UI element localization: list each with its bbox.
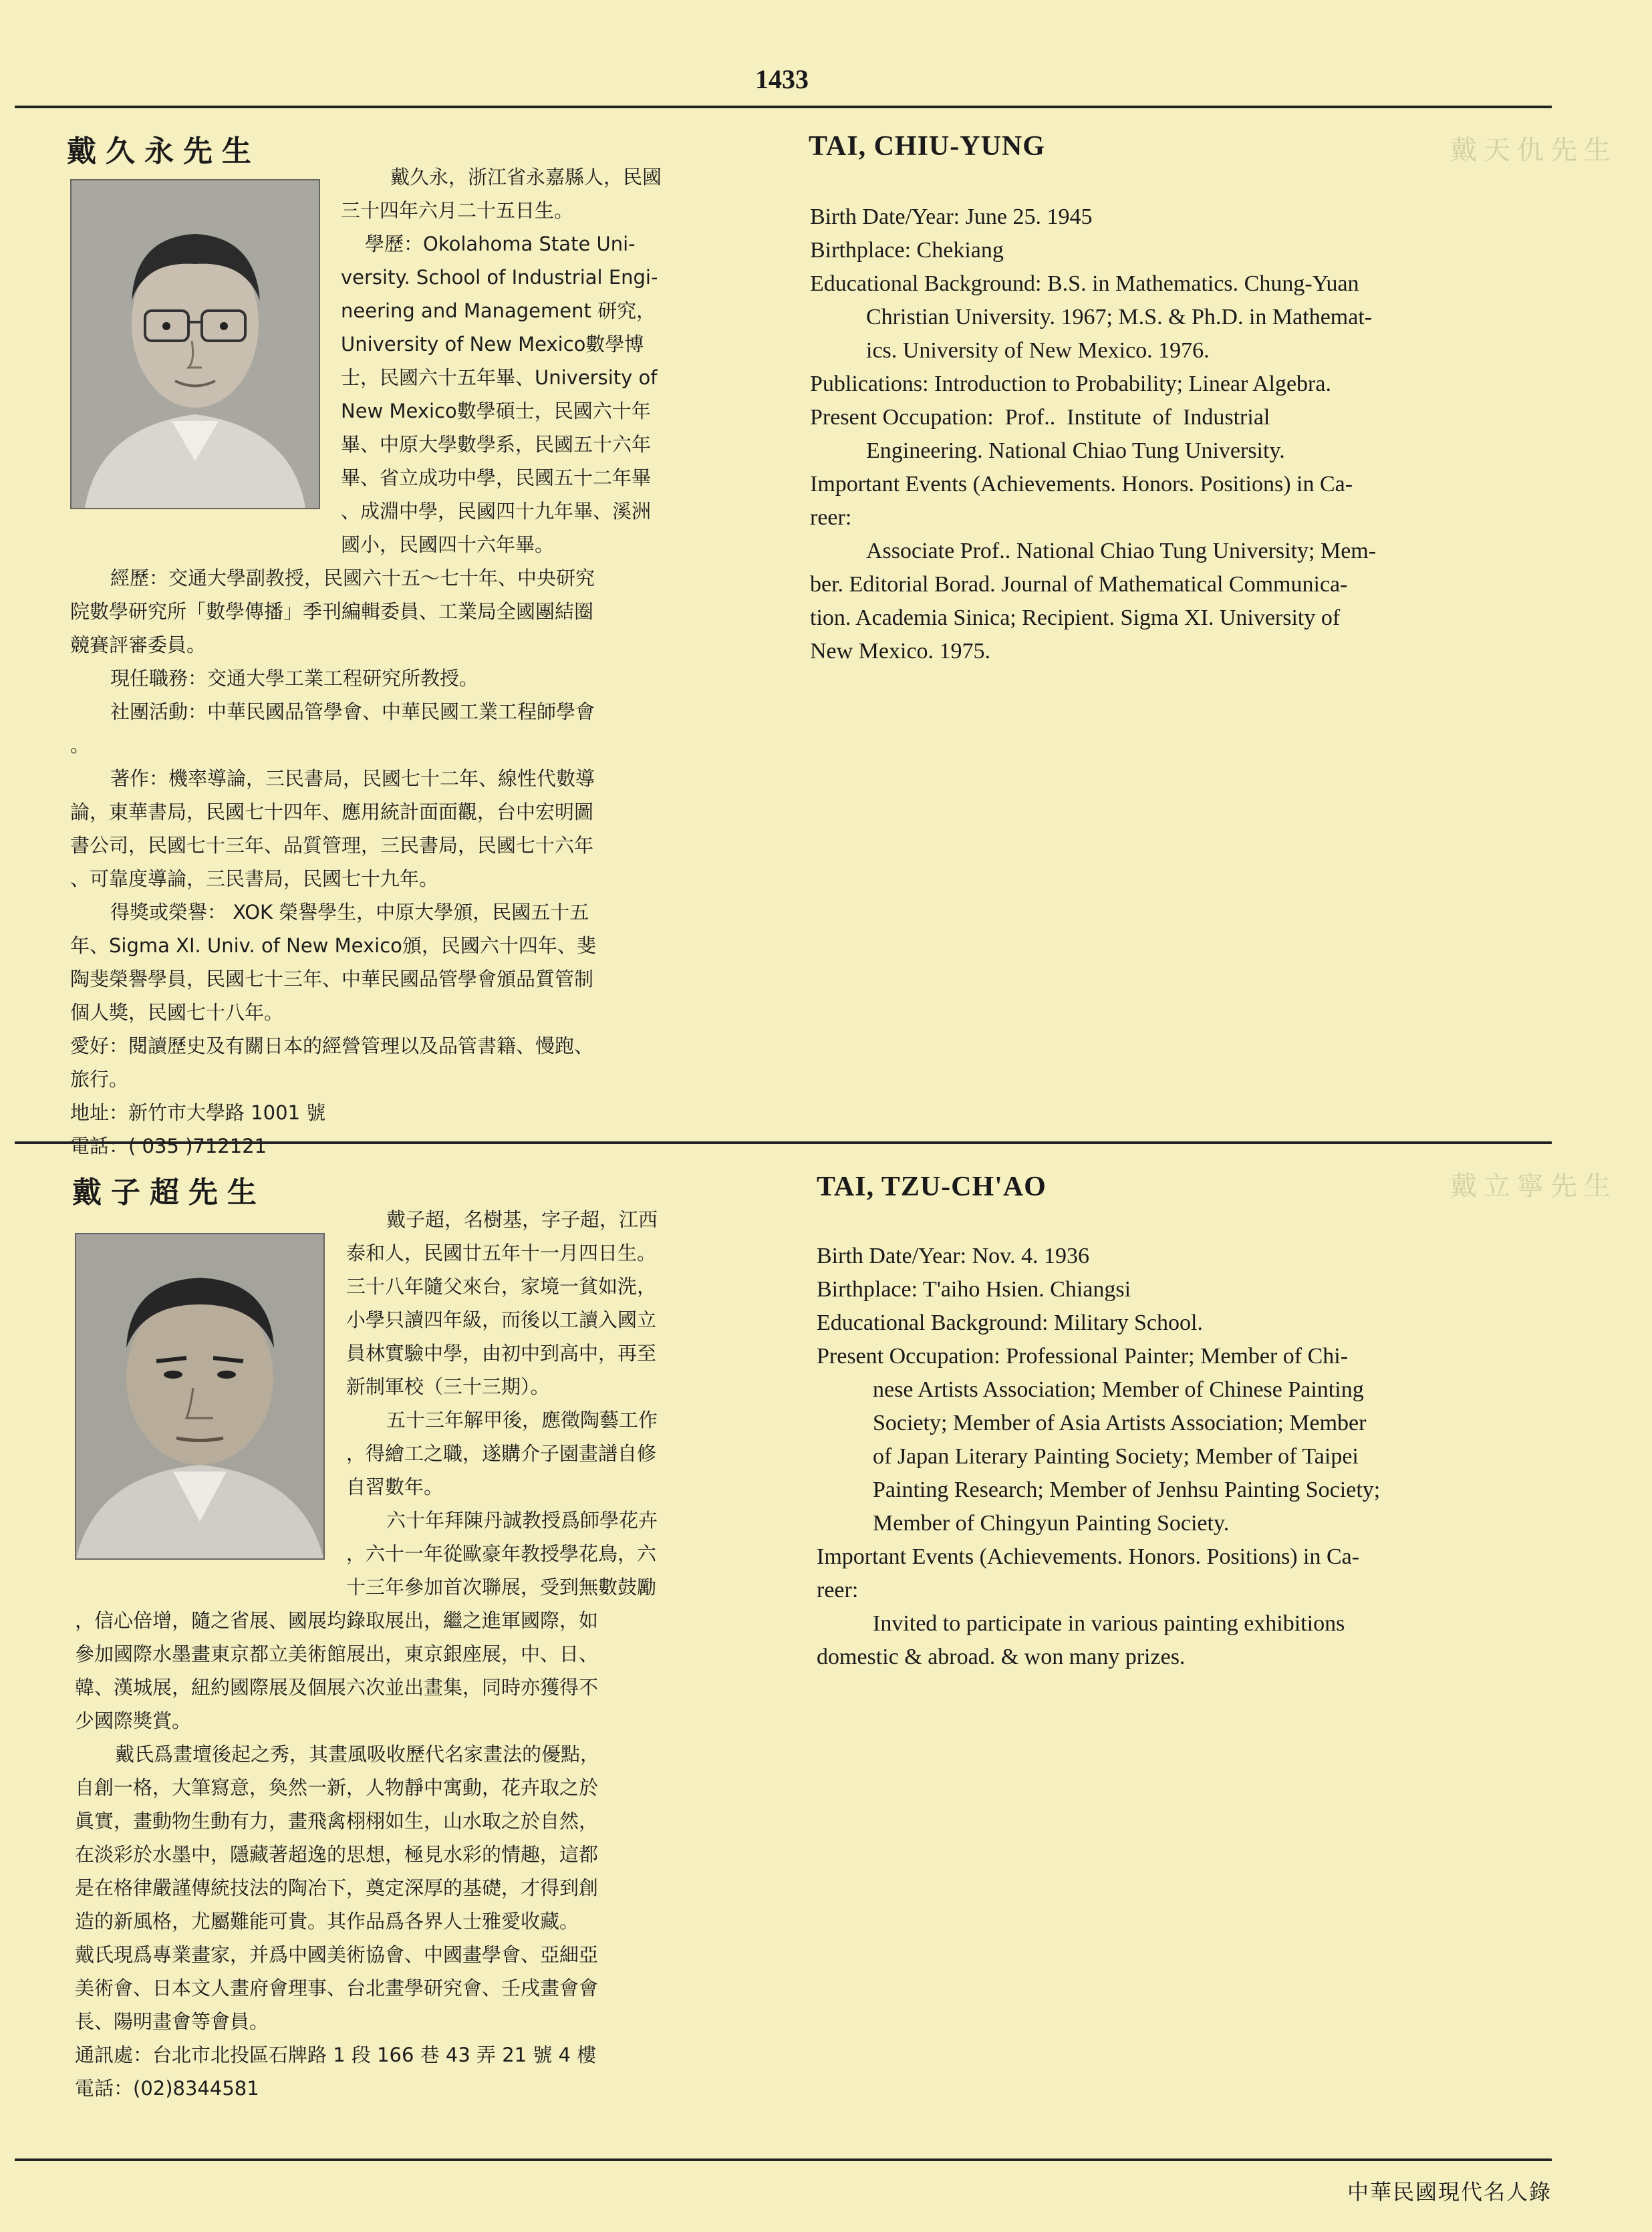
en-line: Christian University. 1967; M.S. & Ph.D. in Mathemat-	[866, 305, 1373, 329]
zh-line: neering and Management 研究，	[341, 299, 656, 322]
zh-line: 是在格律嚴謹傳統技法的陶冶下，奠定深厚的基礎，才得到創	[75, 1876, 599, 1899]
zh-line: 士，民國六十五年畢、University of	[341, 366, 658, 389]
entry-2-chinese-name: 戴子超先生	[72, 1175, 266, 1210]
en-line: Painting Research; Member of Jenhsu Painting Society;	[873, 1478, 1381, 1502]
zh-line: 戴久永，浙江省永嘉縣人，民國	[390, 166, 662, 188]
en-line: domestic & abroad. & won many prizes.	[817, 1645, 1186, 1669]
entry-1-portrait-photo	[70, 179, 320, 509]
zh-line: 小學只讀四年級，而後以工讀入國立	[346, 1308, 657, 1331]
zh-line: 愛好：閱讀歷史及有關日本的經營管理以及品管書籍、慢跑、	[70, 1034, 594, 1057]
en-line: Birth Date/Year: Nov. 4. 1936	[817, 1244, 1089, 1268]
zh-line: 美術會、日本文人畫府會理事、台北畫學研究會、壬戌畫會會	[75, 1977, 599, 1999]
zh-line: 競賽評審委員。	[70, 634, 206, 656]
zh-line: 長、陽明畫會等會員。	[75, 2010, 269, 2033]
zh-line: 戴氏爲畫壇後起之秀，其畫風吸收歷代名家畫法的優點，	[115, 1743, 600, 1766]
zh-line: 現任職務：交通大學工業工程研究所教授。	[110, 667, 479, 690]
entry-1-chinese-name: 戴久永先生	[67, 134, 261, 168]
entry-2-english-name: TAI, TZU-CH'AO	[817, 1171, 1047, 1202]
zh-line: 十三年參加首次聯展，受到無數鼓勵	[346, 1576, 657, 1598]
zh-line: 地址：新竹市大學路 1001 號	[70, 1101, 326, 1124]
en-line: Important Events (Achievements. Honors. Positions) in Ca-	[817, 1544, 1360, 1569]
zh-line: 員林實驗中學，由初中到高中，再至	[346, 1342, 657, 1365]
zh-line: 在淡彩於水墨中，隱藏著超逸的思想，極見水彩的情趣，這都	[75, 1843, 599, 1866]
zh-line: 參加國際水墨畫東京都立美術館展出，東京銀座展，中、日、	[75, 1643, 599, 1665]
en-line: Birthplace: Chekiang	[810, 238, 1004, 263]
zh-line: 得獎或榮譽： XOK 榮譽學生，中原大學頒，民國五十五	[110, 901, 589, 924]
page-number: 1433	[755, 64, 809, 94]
zh-line: 泰和人，民國廿五年十一月四日生。	[346, 1242, 657, 1264]
zh-line: 書公司，民國七十三年、品質管理，三民書局，民國七十六年	[70, 834, 594, 857]
zh-line: 三十八年隨父來台，家境一貧如洗，	[346, 1275, 657, 1298]
zh-line: 個人獎，民國七十八年。	[70, 1001, 284, 1024]
bleed-through-1: 戴天仇先生	[1450, 135, 1617, 166]
zh-line: 旅行。	[70, 1068, 129, 1091]
en-line: Society; Member of Asia Artists Association; Member	[873, 1411, 1367, 1435]
zh-line: New Mexico數學碩士，民國六十年	[341, 400, 651, 422]
entry-2-portrait-photo	[75, 1233, 325, 1560]
en-line: Educational Background: Military School.	[817, 1310, 1203, 1335]
zh-line: 五十三年解甲後，應徵陶藝工作	[386, 1409, 658, 1431]
zh-line: 電話：(02)8344581	[75, 2077, 259, 2100]
en-line: Present Occupation: Prof.. Institute of Industrial	[810, 405, 1270, 430]
en-line: Associate Prof.. National Chiao Tung University; Mem-	[866, 539, 1377, 563]
zh-line: 、可靠度導論，三民書局，民國七十九年。	[70, 867, 439, 890]
en-line: Engineering. National Chiao Tung University.	[866, 438, 1285, 463]
entry-1-english-name: TAI, CHIU-YUNG	[809, 131, 1045, 162]
en-line: nese Artists Association; Member of Chinese Painting	[873, 1377, 1364, 1402]
zh-line: 畢、省立成功中學，民國五十二年畢	[341, 466, 652, 489]
en-line: of Japan Literary Painting Society; Member of Taipei	[873, 1444, 1359, 1469]
entry-2-zh-bio-lower	[75, 1570, 599, 2105]
en-line: reer:	[817, 1578, 859, 1602]
en-line: Publications: Introduction to Probability; Linear Algebra.	[810, 372, 1331, 396]
zh-line: versity. School of Industrial Engi-	[341, 266, 658, 289]
entry-2-en-bio	[817, 1206, 1380, 1674]
zh-line: 自習數年。	[346, 1476, 444, 1498]
portrait-man-1-image	[72, 180, 319, 508]
zh-line: 新制軍校（三十三期）。	[346, 1375, 550, 1398]
en-line: Member of Chingyun Painting Society.	[873, 1511, 1230, 1536]
footer-book-title: 中華民國現代名人錄	[1347, 2179, 1552, 2205]
en-line: New Mexico. 1975.	[810, 639, 991, 664]
zh-line: 六十年拜陳丹誠教授爲師學花卉	[386, 1509, 658, 1532]
entry-1-zh-bio-upper	[341, 127, 662, 561]
zh-line: 。	[70, 734, 90, 756]
zh-line: 電話：( 035 )712121	[70, 1135, 267, 1157]
portrait-man-2-image	[76, 1234, 323, 1558]
zh-line: 通訊處：台北市北投區石牌路 1 段 166 巷 43 弄 21 號 4 樓	[75, 2044, 597, 2066]
zh-line: 戴氏現爲專業畫家，并爲中國美術協會、中國畫學會、亞細亞	[75, 1943, 599, 1966]
bleed-through-2: 戴立寧先生	[1450, 1171, 1617, 1202]
en-line: Invited to participate in various painting exhibitions	[873, 1611, 1345, 1636]
en-line: Present Occupation: Professional Painter; Member of Chi-	[817, 1344, 1349, 1369]
entry-2-zh-bio-upper	[346, 1169, 658, 1604]
en-line: Educational Background: B.S. in Mathematics. Chung-Yuan	[810, 271, 1359, 296]
zh-line: 論，東華書局，民國七十四年、應用統計面面觀，台中宏明圖	[70, 801, 594, 823]
top-rule	[15, 106, 1552, 108]
zh-line: 畢、中原大學數學系，民國五十六年	[341, 433, 652, 456]
en-line: Important Events (Achievements. Honors. Positions) in Ca-	[810, 472, 1353, 497]
en-line: tion. Academia Sinica; Recipient. Sigma XI. University of	[810, 605, 1341, 630]
zh-line: 陶斐榮譽學員，民國七十三年、中華民國品管學會頒品質管制	[70, 968, 594, 990]
en-line: Birthplace: T'aiho Hsien. Chiangsi	[817, 1277, 1131, 1302]
en-line: reer:	[810, 505, 852, 530]
zh-line: 自創一格，大筆寫意，奐然一新，人物靜中寓動，花卉取之於	[75, 1776, 599, 1799]
zh-line: 、成淵中學，民國四十九年畢、溪洲	[341, 500, 652, 523]
zh-line: 著作：機率導論，三民書局，民國七十二年、線性代數導	[110, 767, 595, 790]
zh-line: 年、Sigma XI. Univ. of New Mexico頒，民國六十四年、斐	[70, 934, 596, 957]
zh-line: ，六十一年從歐豪年教授學花鳥，六	[346, 1542, 657, 1565]
bottom-rule	[15, 2158, 1552, 2161]
zh-line: 造的新風格，尤屬難能可貴。其作品爲各界人士雅愛收藏。	[75, 1910, 579, 1933]
zh-line: 戴子超，名樹基，字子超，江西	[386, 1208, 658, 1231]
en-line: ics. University of New Mexico. 1976.	[866, 338, 1210, 363]
zh-line: 社團活動：中華民國品管學會、中華民國工業工程師學會	[110, 700, 595, 723]
zh-line: 三十四年六月二十五日生。	[341, 199, 574, 222]
zh-line: 經歷：交通大學副教授，民國六十五～七十年、中央研究	[110, 567, 595, 589]
zh-line: 學歷：Okolahoma State Uni-	[365, 233, 636, 255]
en-line: Birth Date/Year: June 25. 1945	[810, 204, 1093, 229]
zh-line: ，得繪工之職，遂購介子園畫譜自修	[346, 1442, 657, 1465]
en-line: ber. Editorial Borad. Journal of Mathematical Communica-	[810, 572, 1348, 597]
entry-1-zh-bio-lower	[70, 528, 596, 1163]
zh-line: 眞實，畫動物生動有力，畫飛禽栩栩如生，山水取之於自然，	[75, 1810, 599, 1832]
entry-1-en-bio	[810, 167, 1376, 668]
zh-line: 院數學研究所「數學傳播」季刊編輯委員、工業局全國團結圈	[70, 600, 594, 623]
zh-line: 少國際獎賞。	[75, 1709, 192, 1732]
zh-line: University of New Mexico數學博	[341, 333, 644, 356]
zh-line: ，信心倍增，隨之省展、國展均錄取展出，繼之進軍國際，如	[75, 1609, 599, 1632]
zh-line: 韓、漢城展，紐約國際展及個展六次並出畫集，同時亦獲得不	[75, 1676, 599, 1699]
zh-line: 國小，民國四十六年畢。	[341, 533, 555, 556]
